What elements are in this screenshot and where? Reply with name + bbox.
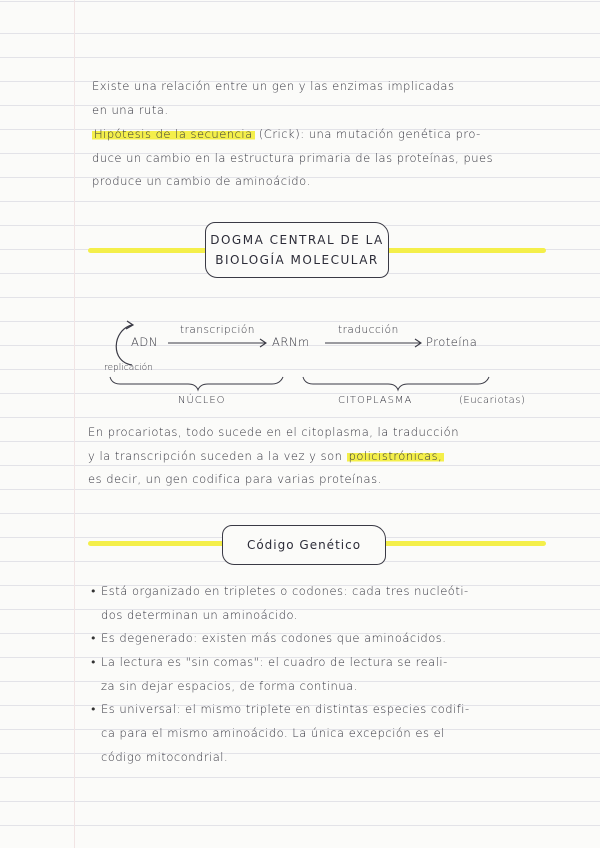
replication-loop [116, 325, 132, 365]
dogma-title-line-2: BIOLOGÍA MOLECULAR [215, 253, 379, 267]
bullet-dot: • [90, 656, 97, 669]
procariotas-line-2 [88, 449, 444, 463]
intro-line-5: produce un cambio de aminoácido. [92, 174, 311, 188]
bullet-4-line-2: ca para el mismo aminoácido. La única excepción es el [101, 726, 445, 740]
bullet-4-line-1: Es universal: el mismo triplete en distintas especies codifi- [101, 702, 470, 716]
procariotas-line-2-text: y la transcripción suceden a la vez y son [88, 449, 343, 463]
replicacion-label: replicación [104, 363, 153, 373]
bullet-1-line-1: Está organizado en tripletes o codones: cada tres nucleóti- [101, 584, 469, 598]
bullet-dot: • [90, 585, 97, 598]
bullet-3-line-1: La lectura es "sin comas": el cuadro de lectura se reali- [101, 655, 448, 669]
nucleo-brace [110, 377, 283, 390]
policistronicas-highlight: policistrónicas, [348, 449, 443, 463]
bullet-1-line-2: dos determinan un aminoácido. [101, 608, 299, 622]
dogma-title-line-1: DOGMA CENTRAL DE LA [210, 233, 384, 247]
citoplasma-brace [303, 377, 489, 390]
nucleo-label: NÚCLEO [178, 395, 226, 406]
bullet-3-line-2: za sin dejar espacios, de forma continua. [101, 679, 358, 693]
transcripcion-label: transcripción [180, 324, 255, 336]
bullet-dot: • [90, 703, 97, 716]
hypothesis-highlight: Hipótesis de la secuencia [94, 127, 253, 141]
bullet-dot: • [90, 632, 97, 645]
citoplasma-label: CITOPLASMA [338, 395, 413, 406]
bullet-4-line-3: código mitocondrial. [101, 750, 229, 764]
procariotas-line-3: es decir, un gen codifica para varias proteínas. [88, 472, 382, 486]
intro-line-2: en una ruta. [92, 103, 169, 117]
intro-line-4: duce un cambio en la estructura primaria de las proteínas, pues [92, 151, 494, 165]
replication-arrowhead [126, 321, 133, 329]
eucariotas-label: (Eucariotas) [459, 395, 526, 406]
codigo-title-box [222, 525, 386, 565]
hypothesis-rest: (Crick): una mutación genética pro- [258, 127, 481, 141]
proteina-label: Proteína [426, 335, 478, 349]
traduccion-label: traducción [338, 324, 399, 336]
codigo-title: Código Genético [246, 538, 362, 552]
intro-line-1: Existe una relación entre un gen y las enzimas implicadas [92, 79, 455, 93]
arnm-label: ARNm [272, 335, 310, 349]
bullet-2-line-1: Es degenerado: existen más codones que aminoácidos. [101, 631, 447, 645]
procariotas-line-1: En procariotas, todo sucede en el citoplasma, la traducción [88, 425, 459, 439]
adn-label: ADN [131, 335, 158, 349]
